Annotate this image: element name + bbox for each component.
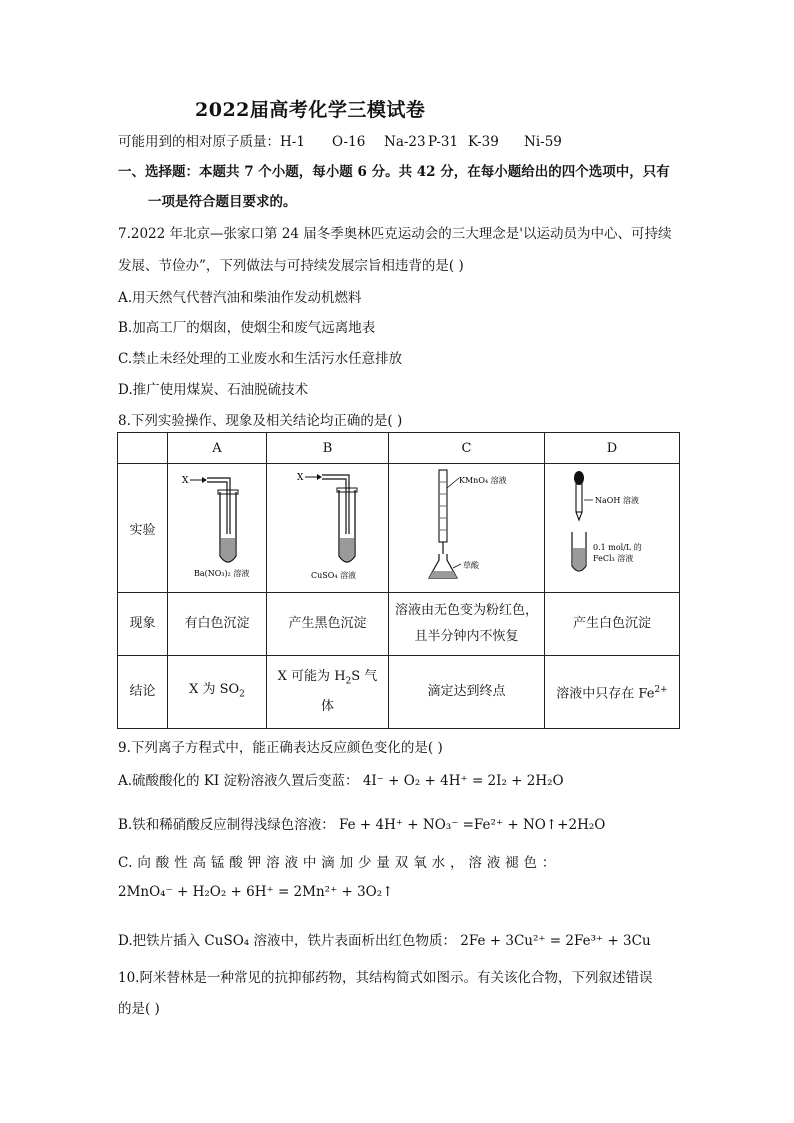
conclusion-b: [267, 656, 389, 729]
mass-o: O-16: [332, 134, 366, 150]
phenomenon-a: 有白色沉淀: [168, 593, 267, 656]
header-a: A: [168, 433, 267, 464]
phenomenon-row: [118, 593, 680, 656]
q9-option-b-text: B.铁和稀硝酸反应制得浅绿色溶液：: [118, 817, 335, 833]
reagent-label-c: KMnO₄ 溶液: [459, 476, 507, 485]
gas-x-label-b: X: [297, 473, 304, 483]
q8-stem: 8.下列实验操作、现象及相关结论均正确的是( ): [118, 413, 403, 429]
delivery-tube-a: [207, 478, 230, 534]
conclusion-a-sub: 2: [239, 689, 245, 700]
conclusion-b-text: X 可能为 H: [277, 668, 346, 684]
experiment-c-cell: [389, 464, 545, 593]
conclusion-d-sup: 2+: [654, 684, 668, 695]
q9-option-b: [118, 813, 605, 833]
header-c: C: [389, 433, 545, 464]
mass-h: H-1: [280, 134, 305, 150]
phenomenon-label: 现象: [118, 593, 168, 656]
gas-x-label-a: X: [182, 476, 189, 486]
page-title: 2022届高考化学三模试卷: [195, 99, 426, 121]
section-heading-line1: 一、选择题：本题共 7 个小题，每小题 6 分。共 42 分，在每小题给出的四个选项中，只有: [118, 164, 670, 180]
conclusion-a: [168, 656, 267, 729]
q9-option-c-equation: 2MnO₄⁻ + H₂O₂ + 6H⁺ = 2Mn²⁺ + 3O₂↑: [118, 884, 394, 900]
experiment-table: [117, 432, 680, 729]
phenomenon-d: 产生白色沉淀: [545, 593, 680, 656]
phenomenon-c: [389, 593, 545, 656]
phenomenon-b: 产生黑色沉淀: [267, 593, 389, 656]
conclusion-d-text: 溶液中只存在 Fe: [556, 686, 655, 702]
mass-ni: Ni-59: [524, 134, 562, 150]
q7-option-d: D.推广使用煤炭、石油脱硫技术: [118, 382, 309, 398]
tube-label-d-line1: 0.1 mol/L 的: [593, 543, 642, 552]
q9-option-a-text: A.硫酸酸化的 KI 淀粉溶液久置后变蓝：: [118, 773, 359, 789]
q9-option-d-text: D.把铁片插入 CuSO₄ 溶液中，铁片表面析出红色物质：: [118, 933, 456, 949]
q9-option-b-equation: Fe + 4H⁺ + NO₃⁻ =Fe²⁺ + NO↑+2H₂O: [339, 817, 606, 833]
dropper-bulb-d: [574, 471, 584, 485]
q10-stem-line1: 10.阿米替林是一种常见的抗抑郁药物，其结构简式如图示。有关该化合物，下列叙述错误: [118, 970, 653, 986]
q9-option-a-equation: 4I⁻ + O₂ + 4H⁺ = 2I₂ + 2H₂O: [362, 773, 564, 789]
test-tube-b-figure: [267, 464, 388, 588]
atomic-mass-line: [118, 130, 562, 150]
dropper-d-figure: [545, 464, 679, 588]
flask-label-c: 草酸: [463, 561, 479, 570]
conclusion-b-line2: 体: [320, 699, 334, 715]
test-tube-a-figure: [168, 464, 266, 588]
phenomenon-c-line2: 且半分钟内不恢复: [414, 629, 519, 644]
delivery-tube-b: [322, 475, 349, 534]
conclusion-c: 滴定达到终点: [389, 656, 545, 729]
solution-b: [340, 538, 354, 561]
dropper-tube-d: [576, 484, 582, 512]
conclusion-b-post: S 气: [351, 668, 378, 684]
solution-label-a: Ba(NO₃)₂ 溶液: [194, 569, 250, 578]
q9-option-d: [118, 929, 651, 949]
q7-stem-line2: 发展、节俭办”，下列做法与可持续发展宗旨相违背的是( ): [118, 258, 464, 274]
q7-option-a: A.用天然气代替汽油和柴油作发动机燃料: [118, 290, 362, 306]
conclusion-b-sub: 2: [345, 676, 352, 687]
q9-stem: 9.下列离子方程式中，能正确表达反应颜色变化的是( ): [118, 740, 443, 756]
mass-k: K-39: [468, 134, 499, 150]
arrow-head-b: [317, 474, 322, 480]
mass-p: P-31: [428, 134, 459, 150]
q9-option-c-text: C. 向 酸 性 高 锰 酸 钾 溶 液 中 滴 加 少 量 双 氧 水 ， 溶 液 褪 色 ：: [118, 855, 556, 871]
q10-stem-line2: 的是( ): [118, 1001, 160, 1017]
experiment-row: [118, 464, 680, 593]
experiment-d-cell: [545, 464, 680, 593]
q7-option-b: B.加高工厂的烟囱，使烟尘和废气远离地表: [118, 320, 376, 336]
mass-na: Na-23: [384, 134, 426, 150]
tube-label-d-line2: FeCl₃ 溶液: [593, 554, 634, 563]
arrow-head-a: [202, 477, 207, 483]
experiment-a-cell: [168, 464, 267, 593]
experiment-label: 实验: [118, 464, 168, 593]
header-d: D: [545, 433, 680, 464]
conclusion-label: 结论: [118, 656, 168, 729]
section-heading-line2: 一项是符合题目要求的。: [148, 194, 297, 210]
solution-a: [221, 538, 235, 561]
conclusion-a-text: X 为 SO: [189, 681, 240, 697]
header-b: B: [267, 433, 389, 464]
q9-option-a: [118, 769, 564, 789]
atomic-mass-label: 可能用到的相对原子质量：: [118, 134, 280, 150]
q9-option-d-equation: 2Fe + 3Cu²⁺ = 2Fe³⁺ + 3Cu: [460, 933, 651, 949]
q7-stem-line1: 7.2022 年北京—张家口第 24 届冬季奥林匹克运动会的三大理念是'以运动员为中心、可持续: [118, 226, 672, 242]
solution-label-b: CuSO₄ 溶液: [311, 571, 357, 580]
conclusion-d: [545, 656, 680, 729]
header-blank: [118, 433, 168, 464]
experiment-b-cell: [267, 464, 389, 593]
table-header-row: [118, 433, 680, 464]
phenomenon-c-line1: 溶液由无色变为粉红色，: [394, 603, 538, 618]
q7-option-c: C.禁止未经处理的工业废水和生活污水任意排放: [118, 351, 403, 367]
conclusion-row: [118, 656, 680, 729]
titration-c-figure: [389, 464, 544, 588]
dropper-label-d: NaOH 溶液: [595, 496, 639, 505]
